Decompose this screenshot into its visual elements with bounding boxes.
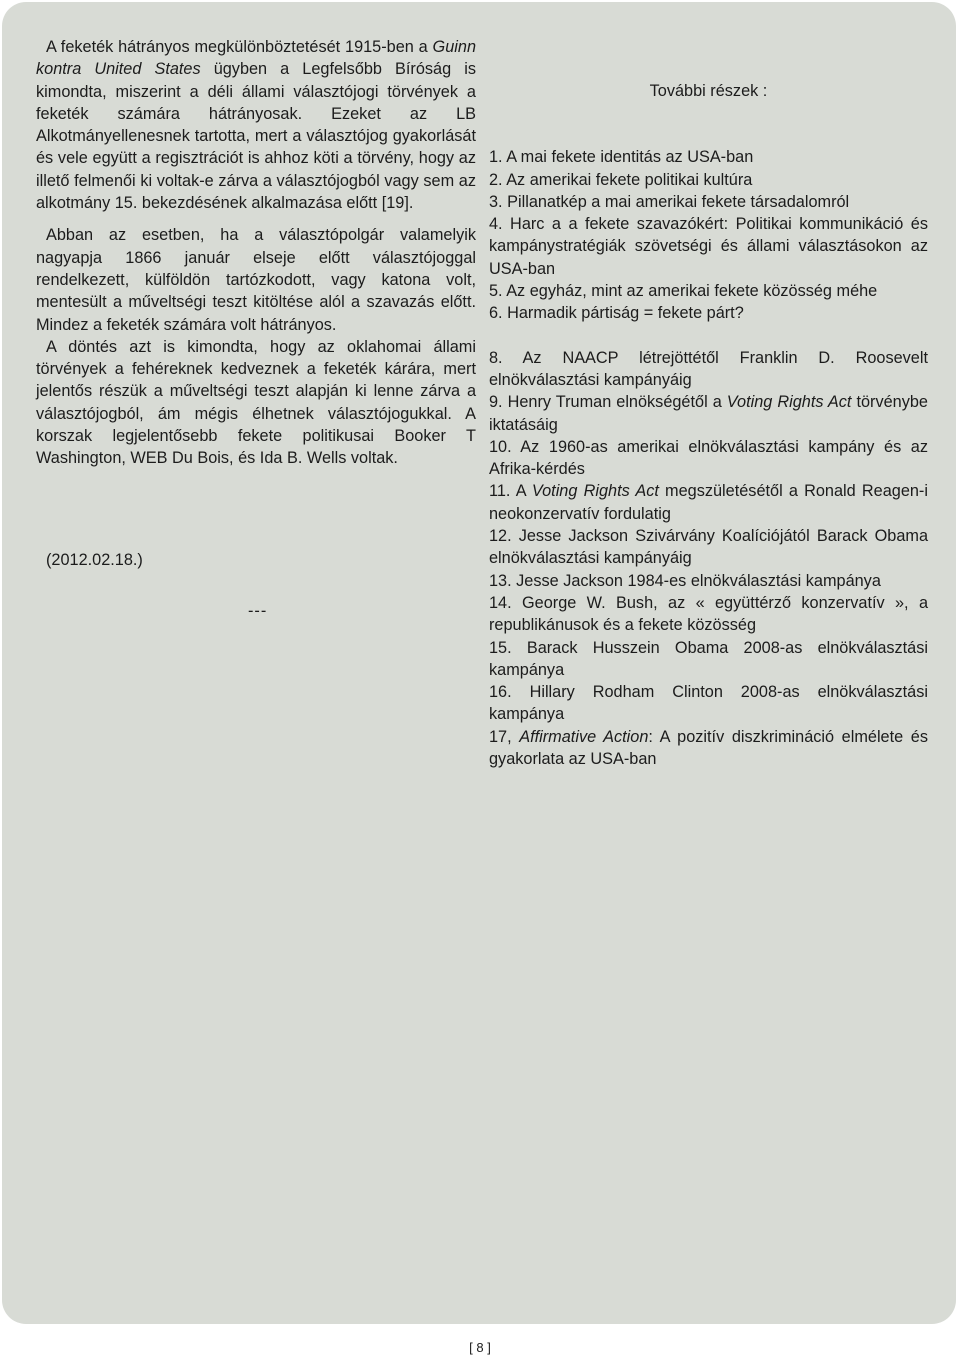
further-parts-list <box>489 146 928 770</box>
list-item: 14. George W. Bush, az « együttérző konzervatív », a republikánusok és a fekete közösség <box>489 593 928 635</box>
page-number: [ 8 ] <box>469 1340 491 1355</box>
article-date: (2012.02.18.) <box>46 551 143 569</box>
paragraph-oklahoma-decision: A döntés azt is kimondta, hogy az oklahomai állami törvények a fehéreknek kedveznek a feketék kárára, mert jelentős részük a műveltségi teszt alapján ki lenne zárva a választójogból, ám mégis élhetnek választójogukkal. A korszak legjelentősebb fekete politikusai Booker T Washington, WEB Du Bois, és Ida B. Wells voltak. <box>36 337 476 468</box>
list-item-text: megszületésétől a Ronald Reagen-i neokonzervatív fordulatig <box>489 482 928 523</box>
right-column <box>489 80 928 770</box>
further-parts-title: További részek : <box>649 82 768 100</box>
list-item: 5. Az egyház, mint az amerikai fekete közösség méhe <box>489 282 878 301</box>
list-item-text: 11. A <box>489 482 532 501</box>
list-item <box>489 726 928 771</box>
list-item: 4. Harc a a fekete szavazókért: Politikai kommunikáció és kampánystratégiák szövetségi és állami választásokon az USA-ban <box>489 215 928 278</box>
list-item-text: törvénybe iktatásáig <box>489 393 928 434</box>
paragraph-guinn-case <box>36 36 476 214</box>
section-separator: --- <box>248 602 268 620</box>
list-item <box>489 480 928 525</box>
paragraph-text: A feketék hátrányos megkülönböztetését 1915-ben a <box>46 38 433 56</box>
case-name-italic: Guinn kontra United States <box>36 38 476 79</box>
list-item: 8. Az NAACP létrejöttétől Franklin D. Roosevelt elnökválasztási kampányáig <box>489 348 928 389</box>
paragraph-grandfather-clause: Abban az esetben, ha a választópolgár valamelyik nagyapja 1866 január elseje előtt választójoggal rendelkezett, külföldön tartózkodott, vagy katona volt, mentesült a műveltségi teszt kitöltése alól a szavazás előtt. Mindez a feketék számára volt hátrányos. <box>36 226 476 334</box>
list-item-text: : A pozitív diszkrimináció elmélete és gyakorlata az USA-ban <box>489 727 928 769</box>
list-item: 2. Az amerikai fekete politikai kultúra <box>489 170 753 189</box>
list-item-text: 9. Henry Truman elnökségétől a <box>489 393 727 412</box>
list-item: 16. Hillary Rodham Clinton 2008-as elnökválasztási kampánya <box>489 683 928 724</box>
paragraph-text: ügyben a Legfelsőbb Bíróság is kimondta, miszerint a déli állami választójogi törvények a feketék számára hátrányosak. Ezeket az LB Alkotmányellenesnek tartotta, mert a választójog gyakorlását és vele együtt a regisztrációt is ahhoz köti a törvény, hogy az illető felmenői ki voltak-e zárva a választójogból vagy sem az alkotmány 15. bekezdésének alkalmazása előtt [19]. <box>36 60 476 213</box>
list-item <box>489 391 928 436</box>
list-item-italic: Voting Rights Act <box>726 393 852 412</box>
list-item: 3. Pillanatkép a mai amerikai fekete társadalomról <box>489 192 850 211</box>
list-item-italic: Voting Rights Act <box>531 482 659 501</box>
list-item-italic: Affirmative Action <box>519 727 649 746</box>
list-item: 12. Jesse Jackson Szivárvány Koalíciójától Barack Obama elnökválasztási kampányáig <box>489 527 928 568</box>
list-item: 13. Jesse Jackson 1984-es elnökválasztási kampánya <box>489 571 881 590</box>
list-item: 10. Az 1960-as amerikai elnökválasztási kampány és az Afrika-kérdés <box>489 437 928 479</box>
left-column <box>36 36 476 470</box>
list-item-text: 17, <box>489 727 520 746</box>
list-item: 1. A mai fekete identitás az USA-ban <box>489 148 754 167</box>
list-item: 15. Barack Husszein Obama 2008-as elnökválasztási kampánya <box>489 638 928 679</box>
list-item: 6. Harmadik pártiság = fekete párt? <box>489 304 744 323</box>
page-background-panel <box>2 2 956 1324</box>
